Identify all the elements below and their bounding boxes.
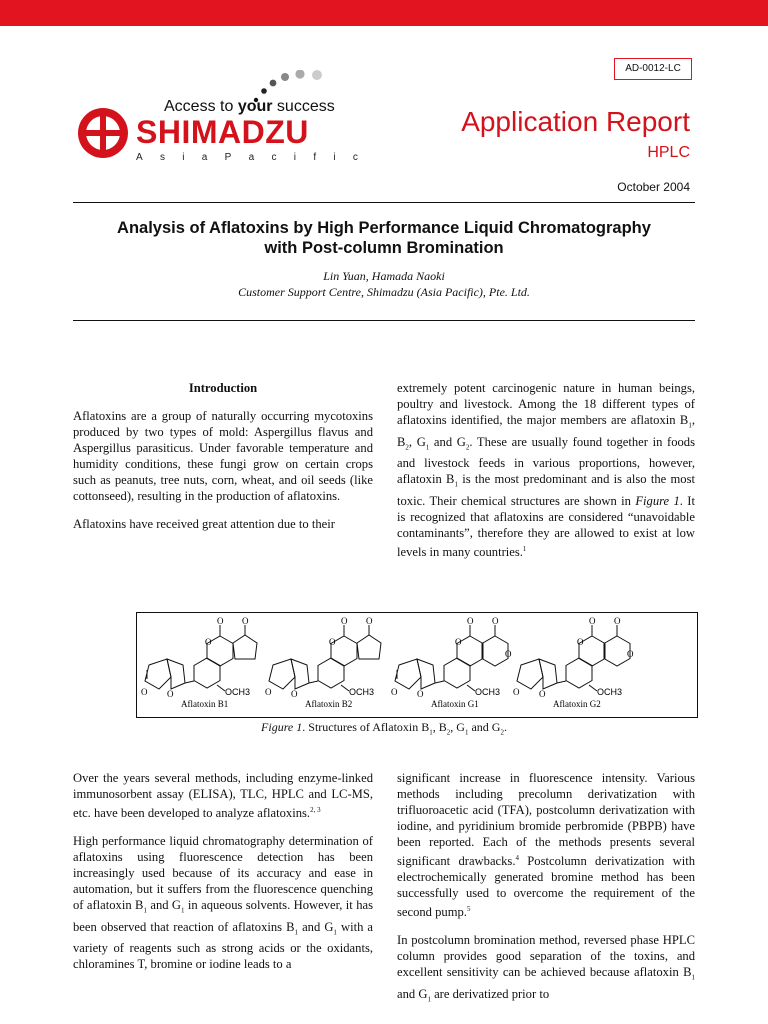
title-line-1: Analysis of Aflatoxins by High Performance Liquid Chromatography [117, 219, 651, 237]
oxygen-label: O [265, 687, 272, 697]
region-letter: c [352, 152, 358, 163]
region-letter: i [182, 152, 185, 163]
oxygen-label: O [391, 687, 398, 697]
paragraph: Aflatoxins are a group of naturally occurring mycotoxins produced by two types of mold: Aspergillus flavus and Aspergillus parasiticus. Under favorable temperature and humidity conditions, these fungi grow on certain crops such as peanuts, tree nuts, corn, wheat, and oil seeds (like cottonseed), resulting in the production of aflatoxins. [73, 409, 373, 503]
document-number-box: AD-0012-LC [614, 58, 692, 80]
article-title [73, 218, 695, 258]
region-letter: P [224, 152, 232, 163]
benzene-ring [444, 658, 470, 688]
oxygen-label: O [417, 689, 424, 699]
oxygen-label: O [455, 637, 462, 647]
brand-name: SHIMADZU [136, 114, 309, 150]
region-letter: a [248, 152, 255, 163]
divider-bottom [73, 320, 695, 321]
oxygen-label: O [242, 616, 249, 626]
region-letter: a [201, 152, 208, 163]
oxygen-label: O [217, 616, 224, 626]
region-letter: c [271, 152, 277, 163]
benzene-ring [318, 658, 344, 688]
divider-top [73, 202, 695, 203]
oxygen-label: O [141, 687, 148, 697]
methoxy-label: OCH3 [225, 687, 251, 697]
aflatoxin-structures-svg [137, 613, 697, 717]
figure-caption: Figure 1. Structures of Aflatoxin $B_1$, $B_2$, $G_1$ and $G_2$. [261, 720, 507, 737]
methoxy-label: OCH3 [475, 687, 501, 697]
region-letter: s [159, 152, 165, 163]
affiliation: Customer Support Centre, Shimadzu (Asia Pacific), Pte. Ltd. [238, 285, 530, 299]
report-title: Application Report [461, 106, 690, 137]
paragraph: In postcolumn bromination method, reversed phase HPLC column provides good separation of the toxins, and excellent sensitivity can be achieved because aflatoxin $B_1$ and $G_1$ are derivatized prior to [397, 933, 695, 1004]
region-letter: i [333, 152, 336, 163]
region-letter: i [293, 152, 297, 163]
authors: Lin Yuan, Hamada Naoki [323, 269, 445, 283]
benzene-ring [566, 658, 592, 688]
region-letter: f [313, 152, 317, 163]
oxygen-label: O [513, 687, 520, 697]
furan-ring [167, 659, 185, 689]
report-date: October 2004 [617, 180, 690, 194]
region-letter: A [136, 152, 143, 163]
benzene-ring [194, 658, 220, 688]
oxygen-label: O [366, 616, 373, 626]
oxygen-label: O [492, 616, 499, 626]
oxygen-label: O [291, 689, 298, 699]
cyclopentanone-ring [357, 635, 381, 659]
compound-label: Aflatoxin B2 [305, 699, 353, 709]
compound-label: Aflatoxin G2 [553, 699, 601, 709]
methoxy-label: OCH3 [349, 687, 375, 697]
tagline: Access to your success [164, 98, 335, 115]
compound-label: Aflatoxin G1 [431, 699, 479, 709]
paragraph: High performance liquid chromatography determination of aflatoxins using fluorescence detection has been increasingly used because of its accuracy and ease in automation, but it suffers from the fluorescence quenching of aflatoxin $B_1$ and $G_1$ in aqueous solvents. However, it has been observed that reaction of aflatoxins $B_1$ and $G_1$ with a variety of reagents such as strong acids or the oxidants, chloramines T, bromine or iodine leads to a [73, 834, 374, 972]
column-right-top [397, 380, 695, 572]
oxygen-label: O [577, 637, 584, 647]
compound-label: Aflatoxin B1 [181, 699, 229, 709]
oxygen-label: O [341, 616, 348, 626]
region-asia-pacific [136, 152, 358, 163]
top-red-bar [0, 0, 768, 26]
figure-1-structures [136, 612, 698, 718]
paragraph: extremely potent carcinogenic nature in human beings, poultry and livestock. Among the 18 different types of aflatoxins identified, the major members are aflatoxin $B_1$, $B_2$, $G_1$ and $G_2$. These are usually found together in foods and livestock feeds in various proportions, however, aflatoxin $B_1$ is the most predominant and is also the most toxic. Their chemical structures are shown in Figure 1. It is recognized that aflatoxins are considered “unavoidable contaminants”, therefore they are allowed to exist at low levels in many countries.$^1$ [397, 381, 696, 559]
paragraph: Aflatoxins have received great attention due to their [73, 517, 335, 531]
oxygen-label: O [589, 616, 596, 626]
methoxy-label: OCH3 [597, 687, 623, 697]
oxygen-label: O [614, 616, 621, 626]
furan-ring [145, 659, 171, 689]
furan-ring [291, 659, 309, 689]
title-line-2: with Post-column Bromination [264, 239, 504, 257]
oxygen-label: O [205, 637, 212, 647]
oxygen-label: O [167, 689, 174, 699]
furan-ring [417, 659, 435, 689]
authors-block [73, 268, 695, 300]
paragraph: significant increase in fluorescence intensity. Various methods including precolumn derivatization with trifluoroacetic acid (TFA), postcolumn derivatization with iodine, and pyridinium bromide perbromide (PBPB) have been reported. Each of the methods presents several significant drawbacks.$^4$ Postcolumn derivatization with electrochemically generated bromine method has been successfully used to overcome the requirement of the second pump.$^5$ [397, 771, 695, 920]
furan-ring [539, 659, 557, 689]
column-right-bottom [397, 770, 695, 1019]
section-heading-introduction: Introduction [188, 381, 258, 395]
oxygen-label: O [505, 649, 512, 659]
oxygen-label: O [329, 637, 336, 647]
oxygen-label: O [539, 689, 546, 699]
column-left-top [73, 380, 373, 544]
column-left-bottom [73, 770, 373, 984]
cyclopentanone-ring [233, 635, 257, 659]
oxygen-label: O [467, 616, 474, 626]
shimadzu-logo [72, 70, 362, 170]
furan-ring [269, 659, 295, 689]
report-subtitle: HPLC [647, 144, 690, 161]
paragraph: Over the years several methods, including enzyme-linked immunosorbent assay (ELISA), TLC, HPLC and LC-MS, etc. have been developed to analyze aflatoxins.$^{2, 3}$ [73, 771, 373, 821]
furan-ring [395, 659, 421, 689]
furan-ring [517, 659, 543, 689]
oxygen-label: O [627, 649, 634, 659]
